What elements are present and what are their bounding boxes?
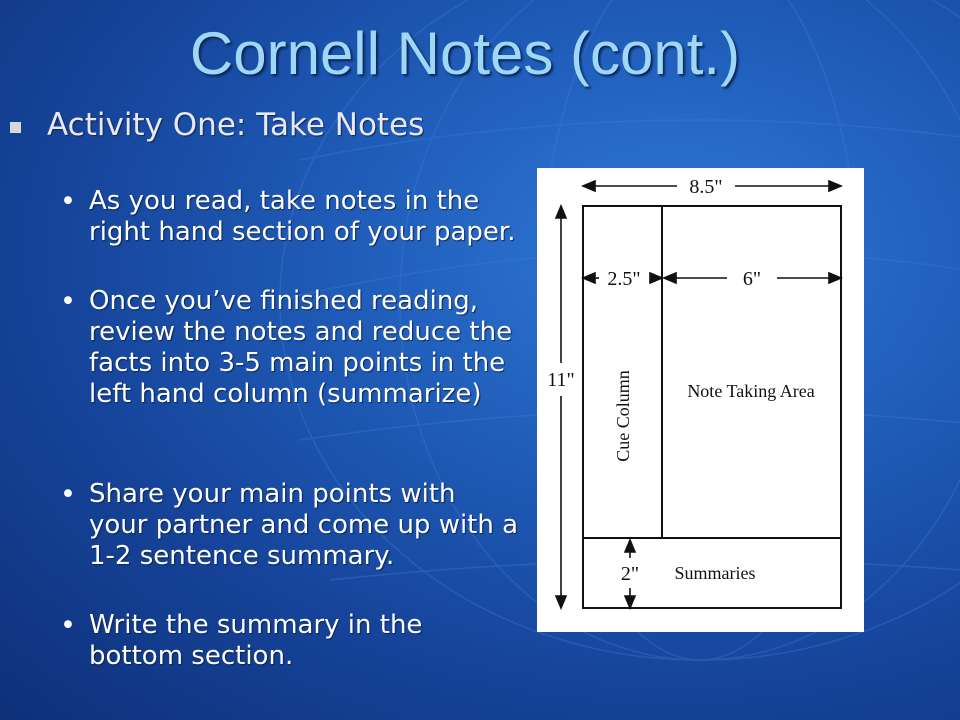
cue-column-label: Cue Column <box>613 370 633 462</box>
note-taking-area-label: Note Taking Area <box>687 381 815 401</box>
round-bullet-icon: • <box>60 479 76 510</box>
summaries-label: Summaries <box>674 563 756 583</box>
width-label: 8.5" <box>689 176 723 198</box>
height-label: 11" <box>547 369 575 391</box>
round-bullet-icon: • <box>60 286 76 317</box>
sub-bullet-text: Once you’ve finished reading, review the notes and reduce the facts into 3-5 main points in the left hand column (summarize) <box>89 286 513 409</box>
sub-bullet-text: As you read, take notes in the right hand section of your paper. <box>89 186 516 247</box>
cornell-notes-diagram <box>537 168 864 632</box>
round-bullet-icon: • <box>60 186 76 217</box>
sub-bullet <box>60 479 520 572</box>
sub-bullet <box>60 186 520 248</box>
sub-bullet-text: Share your main points with your partner and come up with a 1-2 sentence summary. <box>89 479 519 571</box>
sub-bullet-text: Write the summary in the bottom section. <box>89 610 423 671</box>
sub-bullet <box>60 610 520 672</box>
summary-height-label: 2" <box>620 563 640 585</box>
notes-width-label: 6" <box>742 268 762 290</box>
main-bullet-text: Activity One: Take Notes <box>47 107 425 143</box>
diagram-svg <box>537 168 864 632</box>
slide-title: Cornell Notes (cont.) <box>189 20 741 87</box>
cue-width-label: 2.5" <box>607 268 641 290</box>
sub-bullet <box>60 286 520 410</box>
main-bullet <box>10 108 490 142</box>
square-bullet-icon <box>10 122 21 133</box>
round-bullet-icon: • <box>60 610 76 641</box>
